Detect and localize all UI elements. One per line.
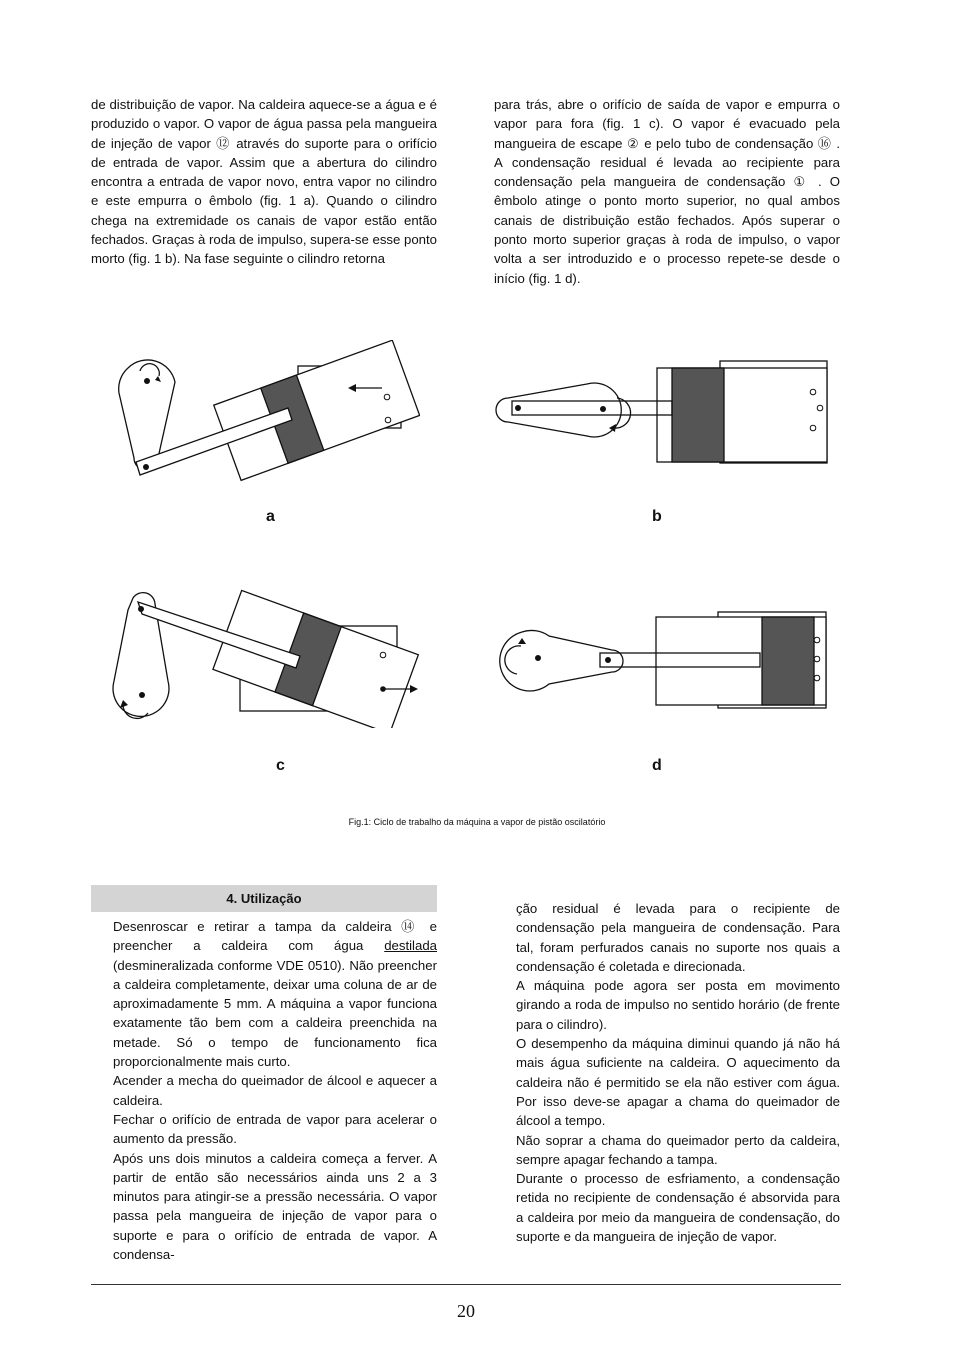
diagram-c <box>105 588 425 728</box>
paragraph: Após uns dois minutos a caldeira começa a ferver. A partir de então são necessários ainda uns 2 a 3 minutos para atingir-se a pressão necessária. O vapor passa pela mangueira de injeção de vapor para o suporte e para o orifício de entrada de vapor. A condensa- <box>113 1150 437 1263</box>
paragraph <box>113 917 437 1071</box>
figure-label-c: c <box>276 757 285 774</box>
text-span: Desenroscar e retirar a tampa da caldeira ⑭ e preencher a caldeira com água <box>113 919 437 954</box>
underlined-word: destilada <box>384 938 437 954</box>
figure-label-b: b <box>652 508 662 525</box>
diagram-d <box>490 606 835 716</box>
figure-caption: Fig.1: Ciclo de trabalho da máquina a vapor de pistão oscilatório <box>348 817 606 827</box>
usage-text-right <box>516 899 840 1246</box>
paragraph: Não soprar a chama do queimador perto da caldeira, sempre apagar fechando a tampa. <box>516 1132 840 1167</box>
intro-paragraph-right: para trás, abre o orifício de saída de vapor e empurra o vapor para fora (fig. 1 c). O vapor é evacuado pela mangueira de escape ② e pelo tubo de condensação ⑯ . A condensação residual é levada ao recipiente para condensação pela mangueira de condensação ① . O êmbolo atinge o ponto morto superior, no qual ambos canais de distribuição estão fechados. Após superar o ponto morto superior graças à roda de impulso, o vapor volta a ser introduzido e o processo repete-se desde o início (fig. 1 d). <box>494 97 840 286</box>
figure-label-d: d <box>652 757 662 774</box>
paragraph: Fechar o orifício de entrada de vapor para acelerar o aumento da pressão. <box>113 1111 437 1147</box>
paragraph: A máquina pode agora ser posta em movimento girando a roda de impulso no sentido horário (de frente para o cilindro). <box>516 978 840 1032</box>
diagram-b <box>495 355 835 465</box>
figure-label-a: a <box>266 508 275 525</box>
paragraph: Durante o processo de esfriamento, a condensação retida no recipiente de condensação é absorvida para a caldeira por meio da mangueira de condensação, do suporte e da mangueira de injeção de vapor. <box>516 1171 840 1245</box>
section-title: 4. Utilização <box>91 885 437 912</box>
text-span: (desmineralizada conforme VDE 0510). Não preencher a caldeira completamente, deixar uma coluna de ar de aproximadamente 5 mm. A máquina a vapor funciona exatamente tão bem com a caldeira preenchida na metade. Só o tempo de funcionamento fica proporcionalmente mais curto. <box>113 957 437 1070</box>
intro-text-left <box>91 95 437 269</box>
page-number: 20 <box>457 1301 475 1321</box>
paragraph: Acender a mecha do queimador de álcool e aquecer a caldeira. <box>113 1073 437 1108</box>
paragraph: O desempenho da máquina diminui quando já não há mais água suficiente na caldeira. O aquecimento da caldeira não é permitido se ela não estiver com água. Por isso deve-se apagar a chama do queimador de álcool a tempo. <box>516 1036 840 1129</box>
intro-paragraph-left: de distribuição de vapor. Na caldeira aquece-se a água e é produzido o vapor. O vapor de água passa pela mangueira de injeção de vapor ⑫ através do suporte para o orifício de entrada de vapor. Assim que a abertura do cilindro encontra a entrada de vapor novo, entra vapor no cilindro e este empurra o êmbolo (fig. 1 a). Quando o cilindro chega na extremidade os canais de vapor estão então fechados. Graças à roda de impulso, supera-se esse ponto morto (fig. 1 b). Na fase seguinte o cilindro retorna <box>91 97 438 267</box>
paragraph: ção residual é levada para o recipiente de condensação pela mangueira de condensação. Para tal, foram perfurados canais no suporte nos quais a condensação é coletada e direcionada. <box>516 901 840 974</box>
diagram-a <box>110 340 420 500</box>
usage-text-left <box>113 917 437 1264</box>
footer-divider <box>91 1284 841 1285</box>
intro-text-right <box>494 95 840 288</box>
